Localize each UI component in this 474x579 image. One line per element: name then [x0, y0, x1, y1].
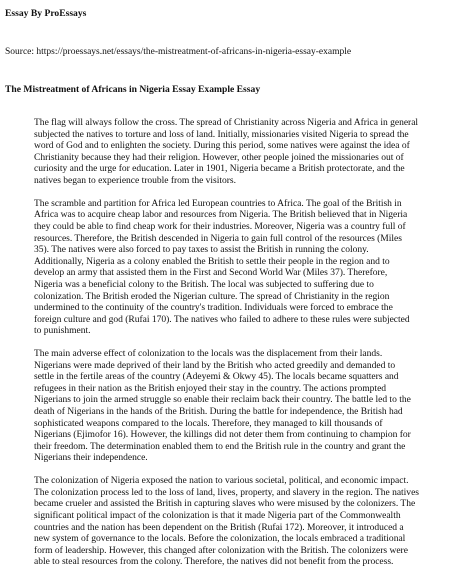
paragraph-line: Africa was to acquire cheap labor and resources from Nigeria. The British believed that in Nigeria [34, 209, 408, 221]
essay-paragraph [34, 198, 454, 337]
paragraph-line: The colonization process led to the loss of land, lives, property, and slavery in the region. The natives [34, 486, 419, 498]
paragraph-line: countries and the nation has been dependent on the British (Rufai 172). Moreover, it introduced a [34, 521, 404, 533]
paragraph-line: The colonization of Nigeria exposed the nation to various societal, political, and economic impact. [34, 475, 409, 487]
paragraph-line: foreign culture and god (Rufai 170). The natives who failed to adhere to these rules were subjected [34, 313, 410, 325]
paragraph-line: death of Nigerians in the hands of the British. During the battle for independence, the British had [34, 406, 403, 418]
paragraph-line: The scramble and partition for Africa led European countries to Africa. The goal of the British in [34, 197, 402, 209]
paragraph-line: Nigerians their independence. [34, 452, 148, 464]
paragraph-line: undermined to the continuity of the country's tradition. Individuals were forced to embrace the [34, 302, 393, 314]
paragraph-line: colonization. The British eroded the Nigerian culture. The spread of Christianity in the region [34, 290, 390, 302]
paragraph-line: sophisticated weapons compared to the locals. Therefore, they managed to kill thousands of [34, 417, 383, 429]
paragraph-line: The main adverse effect of colonization to the locals was the displacement from their lands. [34, 348, 383, 360]
paragraph-line: their freedom. The determination enabled them to end the British rule in the country and grant the [34, 440, 406, 452]
paragraph-line: settle in the fertile areas of the country (Adeyemi & Okwy 45). The locals became squatters and [34, 371, 399, 383]
paragraph-line: Nigerians to join the armed struggle so enable their reclaim back their country. The battle led to the [34, 394, 411, 406]
essay-paragraph [34, 117, 454, 187]
site-label: Essay By ProEssays [5, 8, 87, 19]
paragraph-line: Additionally, Nigeria as a colony enabled the British to settle their people in the region and to [34, 255, 390, 267]
paragraph-line: natives began to experience trouble from the visitors. [34, 174, 236, 186]
paragraph-line: The flag will always follow the cross. The spread of Christianity across Nigeria and Africa in general [34, 117, 419, 128]
paragraph-line: able to steal resources from the colony. Therefore, the natives did not benefit from the process. [34, 556, 394, 568]
paragraph-line: Christianity because they had their religion. However, other people joined the missionaries out of [34, 151, 404, 163]
paragraph-line: Nigeria was a beneficial colony to the British. The local was subjected to suffering due to [34, 278, 374, 290]
paragraph-line: new system of governance to the locals. Before the colonization, the locals embraced a traditional [34, 533, 406, 545]
paragraph-line: refugees in their nation as the British enjoyed their stay in the country. The actions prompted [34, 382, 387, 394]
paragraph-line: curiosity and the urge for education. Later in 1901, Nigeria became a British protectorate, and the [34, 163, 405, 175]
paragraph-line: subjected the natives to torture and loss of land. Initially, missionaries visited Nigeria to spread the [34, 128, 409, 140]
paragraph-line: word of God and to enlighten the society. During this period, some natives were against the idea of [34, 140, 410, 152]
paragraph-line: significant political impact of the colonization is that it made Nigeria part of the Commonwealth [34, 509, 401, 521]
paragraph-line: develop an army that assisted them in the First and Second World War (Miles 37). Therefore, [34, 267, 388, 279]
paragraph-line: Nigerians (Ejimofor 16). However, the killings did not deter them from continuing to champion for [34, 429, 411, 441]
paragraph-line: became crueler and assisted the British in capturing slaves who were misused by the colonizers. The [34, 498, 416, 510]
source-line: Source: https://proessays.net/essays/the-mistreatment-of-africans-in-nigeria-essay-example [5, 47, 352, 57]
paragraph-line: Nigerians were made deprived of their land by the British who acted greedily and demanded to [34, 359, 396, 371]
essay-paragraph [34, 475, 454, 568]
essay-body [34, 117, 454, 579]
paragraph-line: 35). The natives were also forced to pay taxes to assist the British in running the colony. [34, 244, 369, 256]
essay-paragraph [34, 348, 454, 464]
paragraph-line: they could be able to find cheap work for their industries. Moreover, Nigeria was a country full of [34, 220, 406, 232]
paragraph-line: resources. Therefore, the British descended in Nigeria to gain full control of the resources (Miles [34, 232, 402, 244]
paragraph-line: form of leadership. However, this changed after colonization with the British. The colonizers were [34, 544, 408, 556]
paragraph-line: to punishment. [34, 325, 91, 337]
essay-title: The Mistreatment of Africans in Nigeria Essay Example Essay [5, 84, 261, 95]
